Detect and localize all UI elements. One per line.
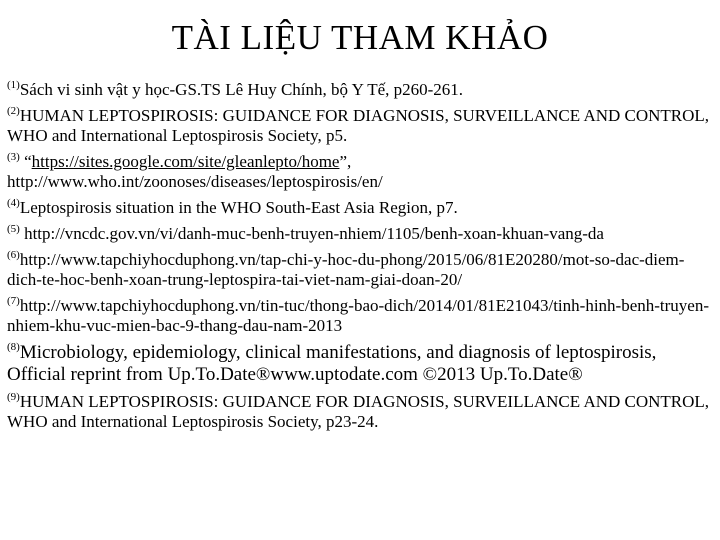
reference-list [7,80,713,438]
reference-text: http://www.tapchiyhocduphong.vn/tin-tuc/thong-bao-dich/2014/01/81E21043/tinh-hinh-benh-truyen-nhiem-khu-vuc-mien-bac-9-thang-dau-nam-2013 [7,296,710,335]
page-title: TÀI LIỆU THAM KHẢO [171,18,549,57]
reference-number: (2) [7,105,20,117]
reference-text: Sách vi sinh vật y học-GS.TS Lê Huy Chính, bộ Y Tế, p260-261. [19,80,464,99]
reference-item-8 [7,342,713,386]
reference-text: http://www.tapchiyhocduphong.vn/tap-chi-y-hoc-du-phong/2015/06/81E20280/mot-so-dac-diem-dich-te-hoc-benh-xoan-trung-leptospira-tai-viet-nam-giai-doan-20/ [7,250,685,289]
reference-item-3 [7,152,713,192]
reference-number: (8) [7,341,20,353]
reference-text-prefix: “ [19,152,32,171]
reference-item-5 [7,224,713,244]
reference-item-2 [7,106,713,146]
reference-text: http://vncdc.gov.vn/vi/danh-muc-benh-truyen-nhiem/1105/benh-xoan-khuan-vang-da [19,224,604,243]
reference-text: Microbiology, epidemiology, clinical manifestations, and diagnosis of leptospirosis, Official reprint from Up.To.Date®www.uptodate.com ©2013 Up.To.Date® [7,342,657,385]
reference-text: Leptospirosis situation in the WHO South-East Asia Region, p7. [19,198,458,217]
reference-number: (6) [7,249,20,261]
reference-number: (4) [7,197,20,209]
reference-item-7 [7,296,713,336]
reference-number: (3) [7,151,20,163]
reference-text-suffix: ”, http://www.who.int/zoonoses/diseases/leptospirosis/en/ [7,152,383,191]
reference-link[interactable]: https://sites.google.com/site/gleanlepto/home [31,152,340,171]
reference-number: (7) [7,295,20,307]
reference-item-9 [7,392,713,432]
reference-item-6 [7,250,713,290]
reference-number: (1) [7,79,20,91]
reference-number: (5) [7,223,20,235]
reference-item-1 [7,80,713,100]
reference-text: HUMAN LEPTOSPIROSIS: GUIDANCE FOR DIAGNOSIS, SURVEILLANCE AND CONTROL, WHO and International Leptospirosis Society, p23-24. [7,392,710,431]
reference-number: (9) [7,391,20,403]
reference-text: HUMAN LEPTOSPIROSIS: GUIDANCE FOR DIAGNOSIS, SURVEILLANCE AND CONTROL, WHO and International Leptospirosis Society, p5. [7,106,710,145]
reference-item-4 [7,198,713,218]
